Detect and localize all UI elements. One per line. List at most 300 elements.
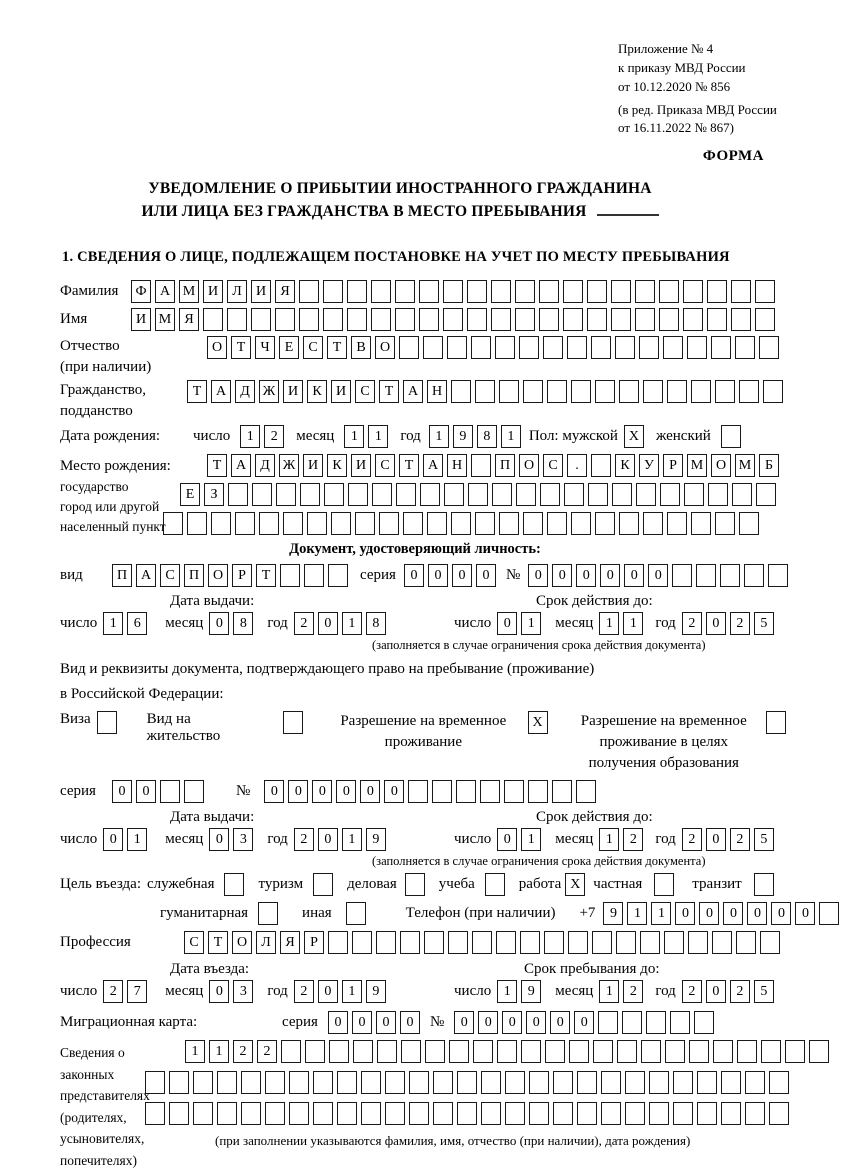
representatives-cell[interactable] [617,1040,637,1063]
doc-number-cell[interactable] [672,564,692,587]
birth-year-cell[interactable]: 1 [501,425,521,448]
profession-cell[interactable] [328,931,348,954]
representatives-cell[interactable] [649,1102,669,1125]
birth-month-cell[interactable]: 1 [368,425,388,448]
residence-number-cell[interactable] [504,780,524,803]
patronymic-cell[interactable] [615,336,635,359]
surname-cell[interactable] [635,280,655,303]
birthplace-cell[interactable]: К [327,454,347,477]
birthplace-cell[interactable] [667,512,687,535]
citizenship-cell[interactable] [451,380,471,403]
citizenship-cell[interactable]: Н [427,380,447,403]
citizenship-cell[interactable] [739,380,759,403]
name-cell[interactable]: И [131,308,151,331]
birthplace-cell[interactable] [451,512,471,535]
citizenship-cell[interactable] [571,380,591,403]
residence-seriya-cell[interactable]: 0 [136,780,156,803]
doc-kind-cell[interactable]: П [184,564,204,587]
patronymic-cell[interactable] [687,336,707,359]
residence-issue-year-cell[interactable]: 9 [366,828,386,851]
citizenship-cell[interactable]: С [355,380,375,403]
doc-issue-day-cell[interactable]: 6 [127,612,147,635]
residence-number-cell[interactable] [576,780,596,803]
birthplace-cell[interactable] [691,512,711,535]
name-cell[interactable] [395,308,415,331]
stay-year-cell[interactable]: 2 [682,980,702,1003]
representatives-cell[interactable]: 2 [257,1040,277,1063]
name-cell[interactable] [347,308,367,331]
entry-month-cell[interactable]: 3 [233,980,253,1003]
purpose-transit-checkbox[interactable] [754,873,774,896]
residence-valid-year-cell[interactable]: 5 [754,828,774,851]
patronymic-cell[interactable]: Т [327,336,347,359]
representatives-cell[interactable] [737,1040,757,1063]
representatives-cell[interactable] [745,1071,765,1094]
doc-number-cell[interactable]: 0 [648,564,668,587]
temp-residence-education-checkbox[interactable] [766,711,786,734]
doc-kind-cell[interactable] [328,564,348,587]
name-cell[interactable] [419,308,439,331]
phone-cell[interactable]: 1 [627,902,647,925]
name-cell[interactable] [755,308,775,331]
patronymic-cell[interactable] [663,336,683,359]
phone-cell[interactable]: 0 [747,902,767,925]
migration-number-cell[interactable] [694,1011,714,1034]
doc-valid-year-cell[interactable]: 2 [730,612,750,635]
purpose-official-checkbox[interactable] [224,873,244,896]
doc-kind-cell[interactable]: П [112,564,132,587]
birthplace-cell[interactable]: Д [255,454,275,477]
profession-cell[interactable] [520,931,540,954]
purpose-work-checkbox[interactable]: X [565,873,585,896]
migration-seriya-cell[interactable]: 0 [352,1011,372,1034]
birthplace-cell[interactable] [523,512,543,535]
doc-number-cell[interactable]: 0 [552,564,572,587]
surname-cell[interactable] [683,280,703,303]
birthplace-cell[interactable]: Н [447,454,467,477]
doc-number-cell[interactable] [744,564,764,587]
phone-cell[interactable] [819,902,839,925]
name-cell[interactable] [539,308,559,331]
citizenship-cell[interactable] [499,380,519,403]
patronymic-cell[interactable]: Е [279,336,299,359]
birthplace-cell[interactable]: О [519,454,539,477]
birthplace-cell[interactable] [591,454,611,477]
name-cell[interactable] [683,308,703,331]
surname-cell[interactable] [467,280,487,303]
surname-cell[interactable] [395,280,415,303]
citizenship-cell[interactable]: К [307,380,327,403]
representatives-cell[interactable] [305,1040,325,1063]
patronymic-cell[interactable]: С [303,336,323,359]
residence-valid-day-cell[interactable]: 0 [497,828,517,851]
residence-number-cell[interactable]: 0 [312,780,332,803]
representatives-cell[interactable] [353,1040,373,1063]
patronymic-cell[interactable] [543,336,563,359]
birthplace-cell[interactable] [547,512,567,535]
representatives-cell[interactable] [697,1102,717,1125]
migration-number-cell[interactable]: 0 [454,1011,474,1034]
citizenship-cell[interactable] [619,380,639,403]
representatives-cell[interactable] [313,1102,333,1125]
name-cell[interactable] [563,308,583,331]
representatives-cell[interactable] [217,1102,237,1125]
doc-seriya-cell[interactable]: 0 [476,564,496,587]
birthplace-cell[interactable]: С [375,454,395,477]
profession-cell[interactable] [448,931,468,954]
representatives-cell[interactable] [377,1040,397,1063]
surname-cell[interactable] [299,280,319,303]
temp-residence-checkbox[interactable]: X [528,711,548,734]
representatives-cell[interactable] [337,1071,357,1094]
patronymic-cell[interactable] [495,336,515,359]
migration-number-cell[interactable] [622,1011,642,1034]
representatives-cell[interactable] [289,1071,309,1094]
birthplace-cell[interactable]: И [351,454,371,477]
doc-issue-month-cell[interactable]: 0 [209,612,229,635]
birthplace-cell[interactable] [475,512,495,535]
citizenship-cell[interactable]: А [403,380,423,403]
surname-cell[interactable] [491,280,511,303]
representatives-cell[interactable] [281,1040,301,1063]
name-cell[interactable] [491,308,511,331]
residence-number-cell[interactable]: 0 [384,780,404,803]
surname-cell[interactable] [347,280,367,303]
citizenship-cell[interactable] [595,380,615,403]
birth-year-cell[interactable]: 1 [429,425,449,448]
doc-issue-year-cell[interactable]: 0 [318,612,338,635]
name-cell[interactable] [323,308,343,331]
surname-cell[interactable]: Л [227,280,247,303]
patronymic-cell[interactable]: О [207,336,227,359]
citizenship-cell[interactable] [547,380,567,403]
birthplace-cell[interactable] [252,483,272,506]
name-cell[interactable] [731,308,751,331]
purpose-business-checkbox[interactable] [405,873,425,896]
profession-cell[interactable] [400,931,420,954]
birthplace-cell[interactable]: О [711,454,731,477]
entry-year-cell[interactable]: 9 [366,980,386,1003]
representatives-cell[interactable] [449,1040,469,1063]
representatives-cell[interactable] [673,1102,693,1125]
residence-number-cell[interactable] [528,780,548,803]
birth-month-cell[interactable]: 1 [344,425,364,448]
birthplace-cell[interactable] [643,512,663,535]
patronymic-cell[interactable] [735,336,755,359]
migration-number-cell[interactable]: 0 [550,1011,570,1034]
name-cell[interactable] [659,308,679,331]
representatives-cell[interactable] [521,1040,541,1063]
surname-cell[interactable]: А [155,280,175,303]
entry-year-cell[interactable]: 1 [342,980,362,1003]
citizenship-cell[interactable]: И [331,380,351,403]
birthplace-cell[interactable]: А [423,454,443,477]
residence-issue-day-cell[interactable]: 0 [103,828,123,851]
birth-year-cell[interactable]: 9 [453,425,473,448]
residence-issue-year-cell[interactable]: 2 [294,828,314,851]
doc-issue-year-cell[interactable]: 2 [294,612,314,635]
doc-valid-year-cell[interactable]: 5 [754,612,774,635]
stay-year-cell[interactable]: 5 [754,980,774,1003]
birthplace-cell[interactable] [403,512,423,535]
doc-issue-month-cell[interactable]: 8 [233,612,253,635]
surname-cell[interactable]: И [203,280,223,303]
patronymic-cell[interactable] [711,336,731,359]
migration-seriya-cell[interactable]: 0 [376,1011,396,1034]
citizenship-cell[interactable] [643,380,663,403]
citizenship-cell[interactable] [667,380,687,403]
patronymic-cell[interactable] [447,336,467,359]
residence-issue-month-cell[interactable]: 0 [209,828,229,851]
representatives-cell[interactable] [385,1071,405,1094]
representatives-cell[interactable] [529,1102,549,1125]
representatives-cell[interactable] [665,1040,685,1063]
birthplace-cell[interactable] [355,512,375,535]
profession-cell[interactable] [664,931,684,954]
doc-issue-year-cell[interactable]: 8 [366,612,386,635]
purpose-humanitarian-checkbox[interactable] [258,902,278,925]
representatives-cell[interactable] [625,1071,645,1094]
birthplace-cell[interactable] [516,483,536,506]
surname-cell[interactable] [659,280,679,303]
residence-number-cell[interactable] [456,780,476,803]
surname-cell[interactable] [371,280,391,303]
stay-day-cell[interactable]: 1 [497,980,517,1003]
surname-cell[interactable] [755,280,775,303]
doc-kind-cell[interactable]: А [136,564,156,587]
birthplace-cell[interactable]: А [231,454,251,477]
name-cell[interactable] [635,308,655,331]
citizenship-cell[interactable] [523,380,543,403]
representatives-cell[interactable] [601,1102,621,1125]
phone-cell[interactable]: 9 [603,902,623,925]
birthplace-cell[interactable]: Р [663,454,683,477]
birthplace-cell[interactable] [499,512,519,535]
surname-cell[interactable] [611,280,631,303]
representatives-cell[interactable] [329,1040,349,1063]
doc-number-cell[interactable] [768,564,788,587]
doc-seriya-cell[interactable]: 0 [452,564,472,587]
birthplace-cell[interactable] [396,483,416,506]
phone-cell[interactable]: 0 [771,902,791,925]
profession-cell[interactable] [376,931,396,954]
citizenship-cell[interactable]: Т [379,380,399,403]
representatives-cell[interactable] [529,1071,549,1094]
birthplace-cell[interactable] [283,512,303,535]
representatives-cell[interactable] [641,1040,661,1063]
profession-cell[interactable] [640,931,660,954]
residence-number-cell[interactable] [552,780,572,803]
surname-cell[interactable] [587,280,607,303]
doc-kind-cell[interactable] [280,564,300,587]
birthplace-cell[interactable] [259,512,279,535]
phone-cell[interactable]: 1 [651,902,671,925]
representatives-cell[interactable] [769,1102,789,1125]
residence-valid-month-cell[interactable]: 2 [623,828,643,851]
birthplace-cell[interactable] [684,483,704,506]
birthplace-cell[interactable]: М [687,454,707,477]
birthplace-cell[interactable] [571,512,591,535]
birthplace-cell[interactable] [468,483,488,506]
birthplace-cell[interactable]: С [543,454,563,477]
representatives-cell[interactable] [505,1102,525,1125]
migration-number-cell[interactable] [646,1011,666,1034]
representatives-cell[interactable] [433,1071,453,1094]
migration-number-cell[interactable]: 0 [478,1011,498,1034]
representatives-cell[interactable] [553,1071,573,1094]
residence-number-cell[interactable]: 0 [336,780,356,803]
residence-permit-checkbox[interactable] [283,711,303,734]
birthplace-cell[interactable] [307,512,327,535]
residence-issue-year-cell[interactable]: 0 [318,828,338,851]
representatives-cell[interactable] [577,1071,597,1094]
name-cell[interactable] [371,308,391,331]
profession-cell[interactable] [472,931,492,954]
birth-year-cell[interactable]: 8 [477,425,497,448]
doc-valid-day-cell[interactable]: 1 [521,612,541,635]
entry-year-cell[interactable]: 2 [294,980,314,1003]
representatives-cell[interactable] [769,1071,789,1094]
representatives-cell[interactable] [361,1102,381,1125]
residence-number-cell[interactable]: 0 [288,780,308,803]
birthplace-cell[interactable]: М [735,454,755,477]
representatives-cell[interactable] [473,1040,493,1063]
birthplace-cell[interactable] [540,483,560,506]
representatives-cell[interactable] [721,1102,741,1125]
representatives-cell[interactable] [505,1071,525,1094]
patronymic-cell[interactable] [519,336,539,359]
birthplace-cell[interactable] [636,483,656,506]
entry-month-cell[interactable]: 0 [209,980,229,1003]
representatives-cell[interactable] [241,1071,261,1094]
patronymic-cell[interactable]: В [351,336,371,359]
doc-valid-month-cell[interactable]: 1 [599,612,619,635]
profession-cell[interactable]: Р [304,931,324,954]
profession-cell[interactable] [760,931,780,954]
representatives-cell[interactable] [601,1071,621,1094]
representatives-cell[interactable] [625,1102,645,1125]
doc-valid-year-cell[interactable]: 2 [682,612,702,635]
profession-cell[interactable] [424,931,444,954]
doc-number-cell[interactable] [696,564,716,587]
birth-day-cell[interactable]: 1 [240,425,260,448]
doc-kind-cell[interactable]: О [208,564,228,587]
visa-checkbox[interactable] [97,711,117,734]
residence-issue-day-cell[interactable]: 1 [127,828,147,851]
doc-number-cell[interactable]: 0 [576,564,596,587]
profession-cell[interactable]: С [184,931,204,954]
birthplace-cell[interactable]: И [303,454,323,477]
birthplace-cell[interactable] [444,483,464,506]
birthplace-cell[interactable] [276,483,296,506]
birthplace-cell[interactable] [331,512,351,535]
surname-cell[interactable]: Я [275,280,295,303]
representatives-cell[interactable] [169,1071,189,1094]
residence-seriya-cell[interactable] [160,780,180,803]
birthplace-cell[interactable] [595,512,615,535]
phone-cell[interactable]: 0 [795,902,815,925]
doc-issue-year-cell[interactable]: 1 [342,612,362,635]
surname-cell[interactable]: И [251,280,271,303]
citizenship-cell[interactable]: А [211,380,231,403]
representatives-cell[interactable] [713,1040,733,1063]
purpose-study-checkbox[interactable] [485,873,505,896]
migration-number-cell[interactable] [598,1011,618,1034]
representatives-cell[interactable] [289,1102,309,1125]
birthplace-cell[interactable] [739,512,759,535]
surname-cell[interactable] [323,280,343,303]
representatives-cell[interactable] [697,1071,717,1094]
doc-number-cell[interactable]: 0 [528,564,548,587]
name-cell[interactable] [587,308,607,331]
representatives-cell[interactable] [809,1040,829,1063]
profession-cell[interactable] [736,931,756,954]
residence-valid-day-cell[interactable]: 1 [521,828,541,851]
residence-valid-year-cell[interactable]: 2 [730,828,750,851]
birthplace-cell[interactable]: П [495,454,515,477]
migration-number-cell[interactable]: 0 [502,1011,522,1034]
birthplace-cell[interactable]: З [204,483,224,506]
representatives-cell[interactable] [265,1071,285,1094]
residence-issue-year-cell[interactable]: 1 [342,828,362,851]
birthplace-cell[interactable]: Ж [279,454,299,477]
stay-year-cell[interactable]: 2 [730,980,750,1003]
profession-cell[interactable]: О [232,931,252,954]
residence-number-cell[interactable]: 0 [360,780,380,803]
doc-seriya-cell[interactable]: 0 [428,564,448,587]
doc-valid-month-cell[interactable]: 1 [623,612,643,635]
residence-valid-year-cell[interactable]: 2 [682,828,702,851]
representatives-cell[interactable] [593,1040,613,1063]
citizenship-cell[interactable] [475,380,495,403]
profession-cell[interactable]: Л [256,931,276,954]
doc-kind-cell[interactable] [304,564,324,587]
purpose-private-checkbox[interactable] [654,873,674,896]
profession-cell[interactable] [544,931,564,954]
name-cell[interactable] [203,308,223,331]
birthplace-cell[interactable] [427,512,447,535]
surname-cell[interactable] [731,280,751,303]
purpose-other-checkbox[interactable] [346,902,366,925]
name-cell[interactable] [251,308,271,331]
migration-number-cell[interactable]: 0 [526,1011,546,1034]
entry-year-cell[interactable]: 0 [318,980,338,1003]
birthplace-cell[interactable] [420,483,440,506]
name-cell[interactable] [275,308,295,331]
birthplace-cell[interactable]: Т [399,454,419,477]
doc-kind-cell[interactable]: Т [256,564,276,587]
name-cell[interactable] [443,308,463,331]
representatives-cell[interactable] [337,1102,357,1125]
patronymic-cell[interactable] [759,336,779,359]
surname-cell[interactable]: Ф [131,280,151,303]
representatives-cell[interactable] [481,1102,501,1125]
representatives-cell[interactable]: 1 [185,1040,205,1063]
citizenship-cell[interactable]: Д [235,380,255,403]
birthplace-cell[interactable] [348,483,368,506]
representatives-cell[interactable] [193,1102,213,1125]
migration-seriya-cell[interactable]: 0 [328,1011,348,1034]
representatives-cell[interactable] [457,1102,477,1125]
citizenship-cell[interactable] [763,380,783,403]
citizenship-cell[interactable]: Ж [259,380,279,403]
stay-year-cell[interactable]: 0 [706,980,726,1003]
representatives-cell[interactable] [745,1102,765,1125]
representatives-cell[interactable] [217,1071,237,1094]
representatives-cell[interactable] [361,1071,381,1094]
doc-kind-cell[interactable]: Р [232,564,252,587]
representatives-cell[interactable] [673,1071,693,1094]
